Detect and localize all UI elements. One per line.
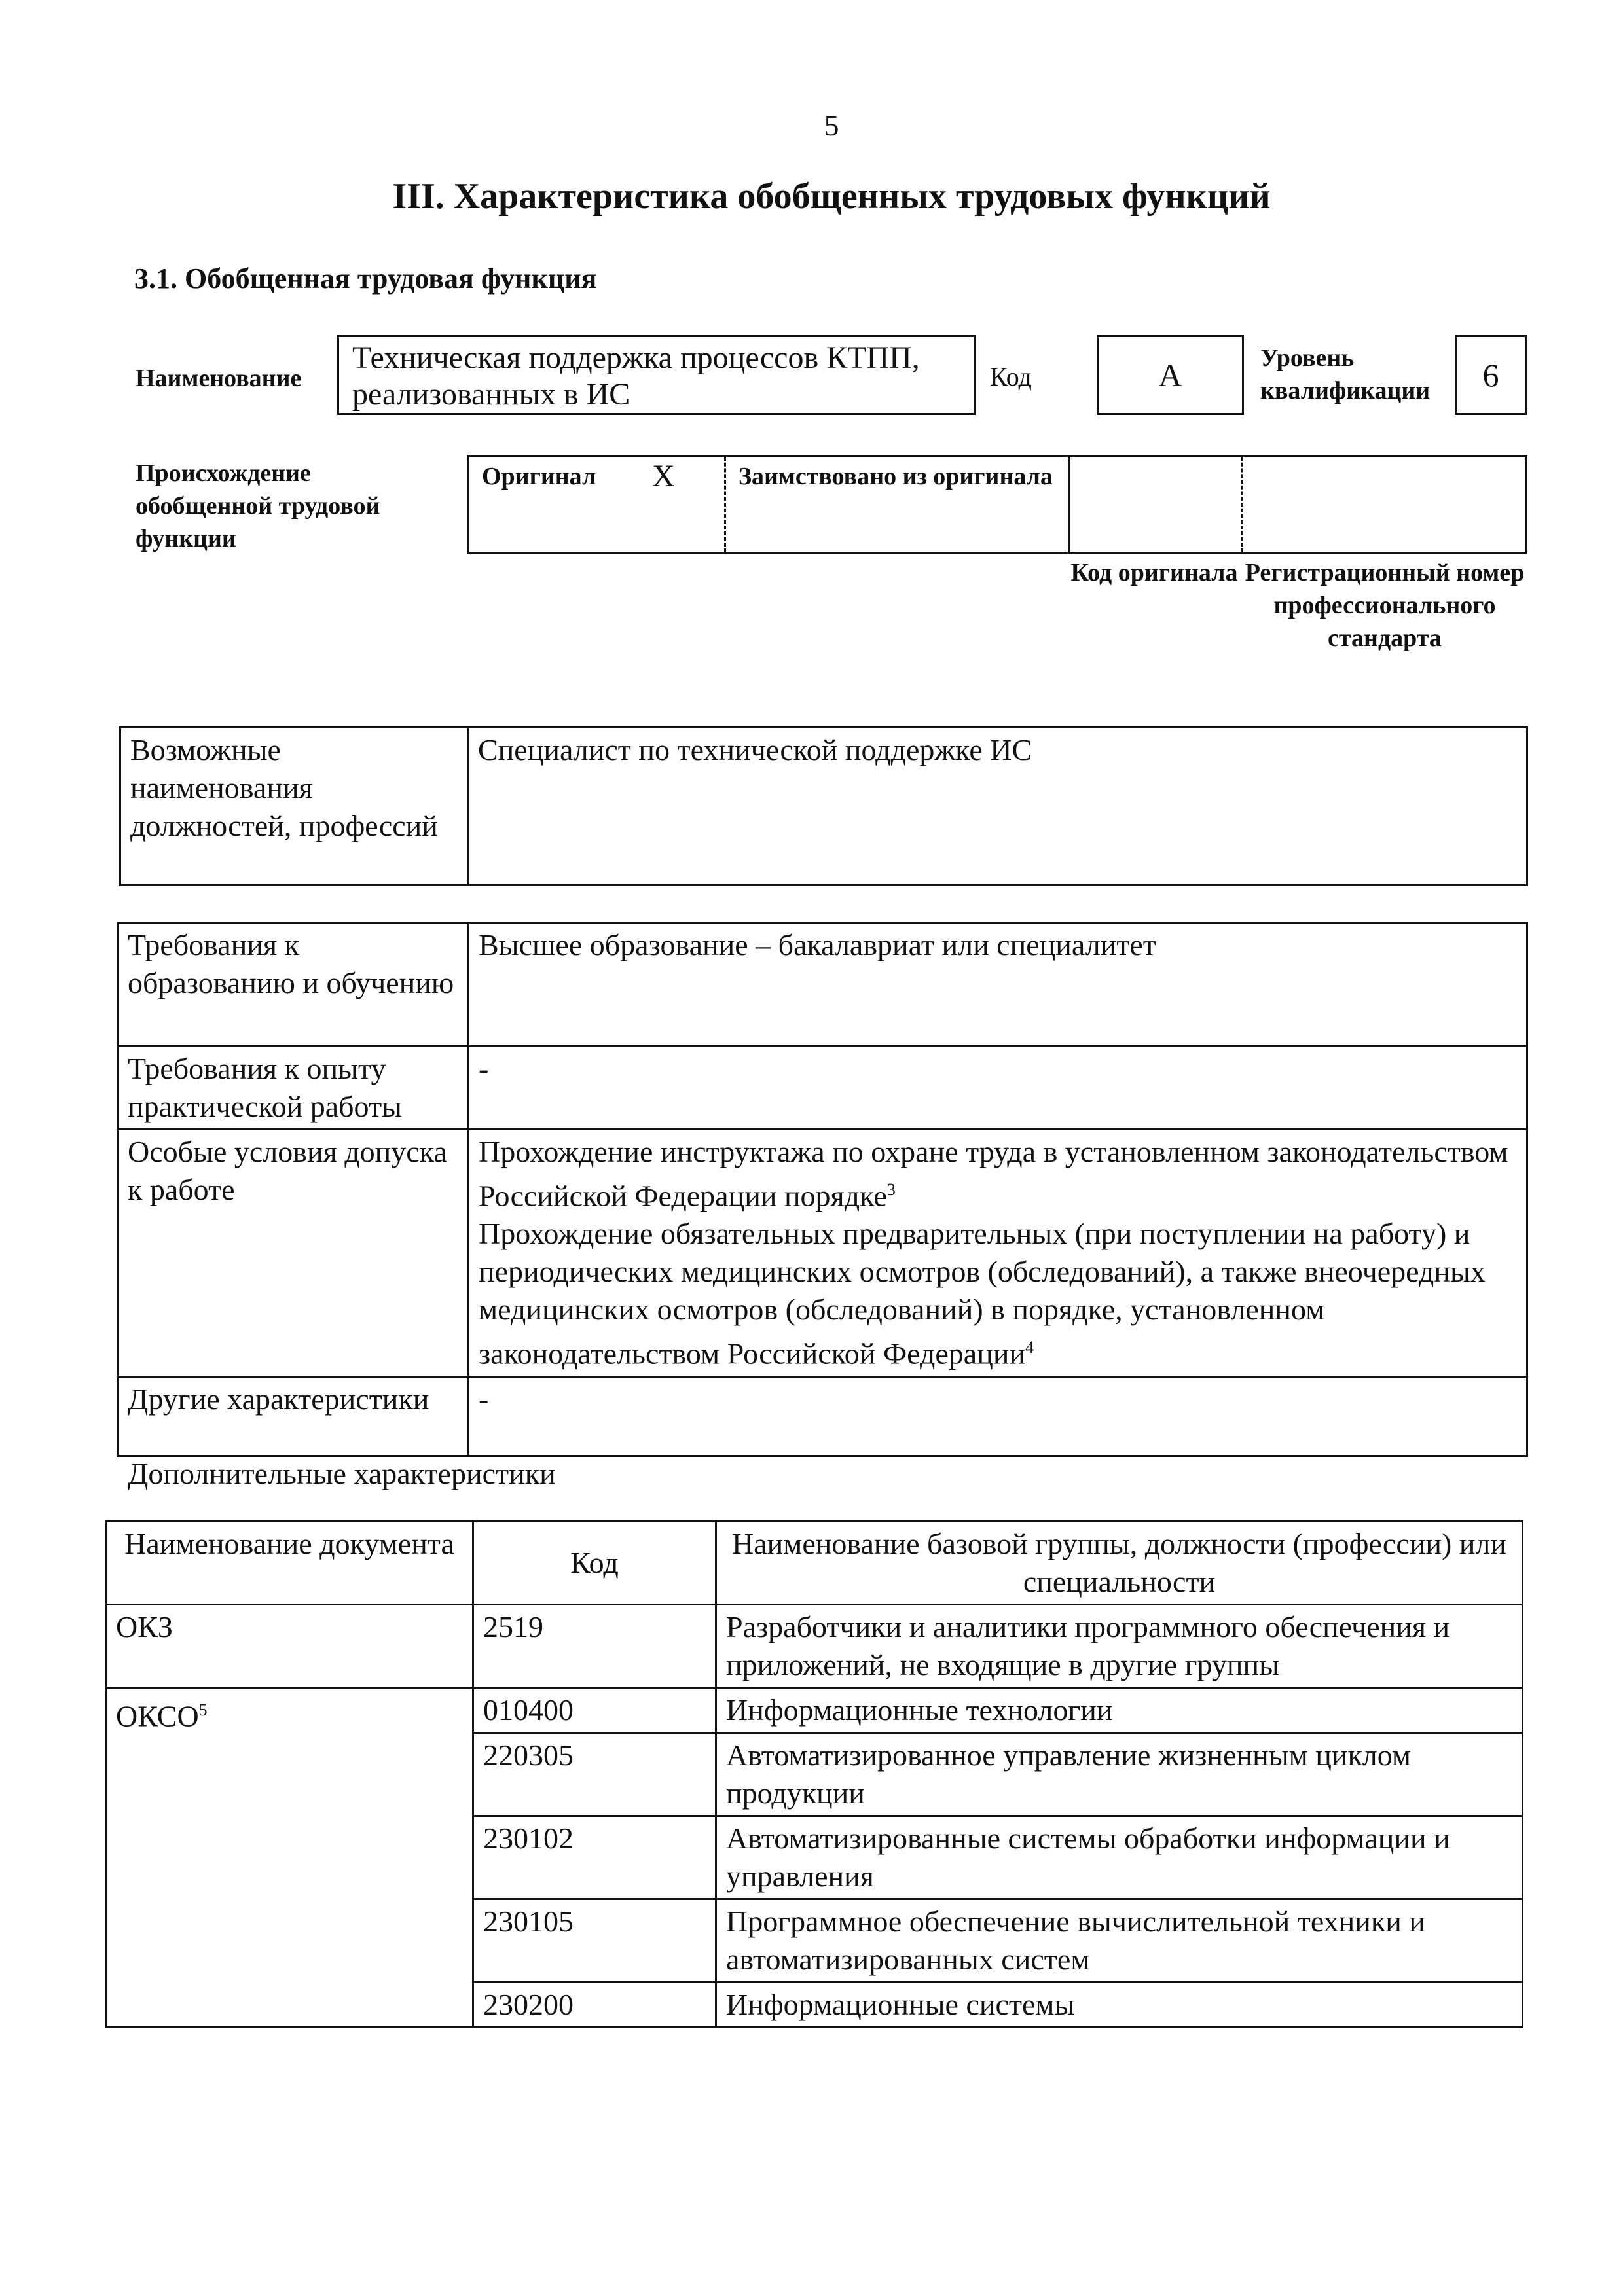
okso-name: Информационные системы	[716, 1982, 1523, 2028]
okso-code: 220305	[473, 1733, 716, 1816]
table-row	[118, 1376, 1527, 1456]
positions-table	[119, 726, 1528, 886]
req-education-value: Высшее образование – бакалавриат или специалитет	[469, 923, 1527, 1047]
code-original-label: Код оригинала	[1070, 559, 1238, 586]
req-other-value: -	[469, 1376, 1527, 1456]
requirements-table	[117, 922, 1528, 1457]
okso-name: Автоматизированное управление жизненным циклом продукции	[716, 1733, 1523, 1816]
okso-code: 230200	[473, 1982, 716, 2028]
divider	[724, 457, 726, 552]
origin-label: Происхождение обобщенной трудовой функции	[136, 459, 380, 552]
table-row	[106, 1688, 1523, 1733]
header-name: Наименование базовой группы, должности (профессии) или специальности	[716, 1522, 1523, 1605]
footnote-5: 5	[198, 1700, 208, 1719]
okz-doc: ОКЗ	[106, 1605, 473, 1688]
origin-box	[467, 455, 1527, 554]
footnote-3: 3	[886, 1180, 896, 1199]
code-label: Код	[990, 362, 1032, 391]
origin-original-label: Оригинал	[482, 463, 596, 490]
req-special-text-1: Прохождение инструктажа по охране труда в установленном законодательством Российской Федерации порядке	[479, 1135, 1508, 1213]
level-label: Уровень квалификации	[1260, 344, 1431, 404]
table-row	[106, 1605, 1523, 1688]
name-label: Наименование	[136, 365, 302, 392]
header-document: Наименование документа	[106, 1522, 473, 1605]
req-education-label: Требования к образованию и обучению	[118, 923, 469, 1047]
code-value: А	[1097, 335, 1244, 415]
req-special-label: Особые условия допуска к работе	[118, 1130, 469, 1377]
okso-doc	[106, 1688, 473, 2028]
okso-code: 230102	[473, 1816, 716, 1899]
additional-title: Дополнительные характеристики	[128, 1457, 556, 1490]
table-header-row	[106, 1522, 1523, 1605]
req-experience-value: -	[469, 1047, 1527, 1130]
okso-code: 010400	[473, 1688, 716, 1733]
okso-name: Автоматизированные системы обработки информации и управления	[716, 1816, 1523, 1899]
okz-code: 2519	[473, 1605, 716, 1688]
okso-doc-label: ОКСО	[116, 1699, 199, 1733]
additional-table	[105, 1520, 1523, 2028]
page-number: 5	[824, 109, 839, 142]
divider	[1068, 457, 1070, 552]
req-special-text-2: Прохождение обязательных предварительных (при поступлении на работу) и периодических медицинских осмотров (обследований), а также внеочередных медицинских осмотров (обследований) в порядке, установленном законодательством Российской Федерации	[479, 1217, 1486, 1371]
table-row	[118, 1130, 1527, 1377]
name-value: Техническая поддержка процессов КТПП, реализованных в ИС	[337, 335, 976, 415]
okso-name: Информационные технологии	[716, 1688, 1523, 1733]
req-other-label: Другие характеристики	[118, 1376, 469, 1456]
footnote-4: 4	[1025, 1338, 1034, 1357]
positions-value: Специалист по технической поддержке ИС	[468, 728, 1527, 886]
positions-label: Возможные наименования должностей, профессий	[120, 728, 468, 886]
divider	[1241, 457, 1243, 552]
level-value: 6	[1455, 335, 1527, 415]
req-special-value	[469, 1130, 1527, 1377]
subsection-title: 3.1. Обобщенная трудовая функция	[134, 262, 597, 295]
table-row	[118, 1047, 1527, 1130]
section-title: III. Характеристика обобщенных трудовых функций	[392, 176, 1271, 217]
header-code: Код	[473, 1522, 716, 1605]
req-experience-label: Требования к опыту практической работы	[118, 1047, 469, 1130]
okso-code: 230105	[473, 1899, 716, 1982]
okz-name: Разработчики и аналитики программного обеспечения и приложений, не входящие в другие группы	[716, 1605, 1523, 1688]
okso-name: Программное обеспечение вычислительной техники и автоматизированных систем	[716, 1899, 1523, 1982]
table-row	[118, 923, 1527, 1047]
reg-number-label: Регистрационный номер профессионального стандарта	[1245, 559, 1525, 652]
origin-original-mark: X	[652, 459, 675, 493]
origin-borrowed-label: Заимствовано из оригинала	[739, 463, 1053, 490]
